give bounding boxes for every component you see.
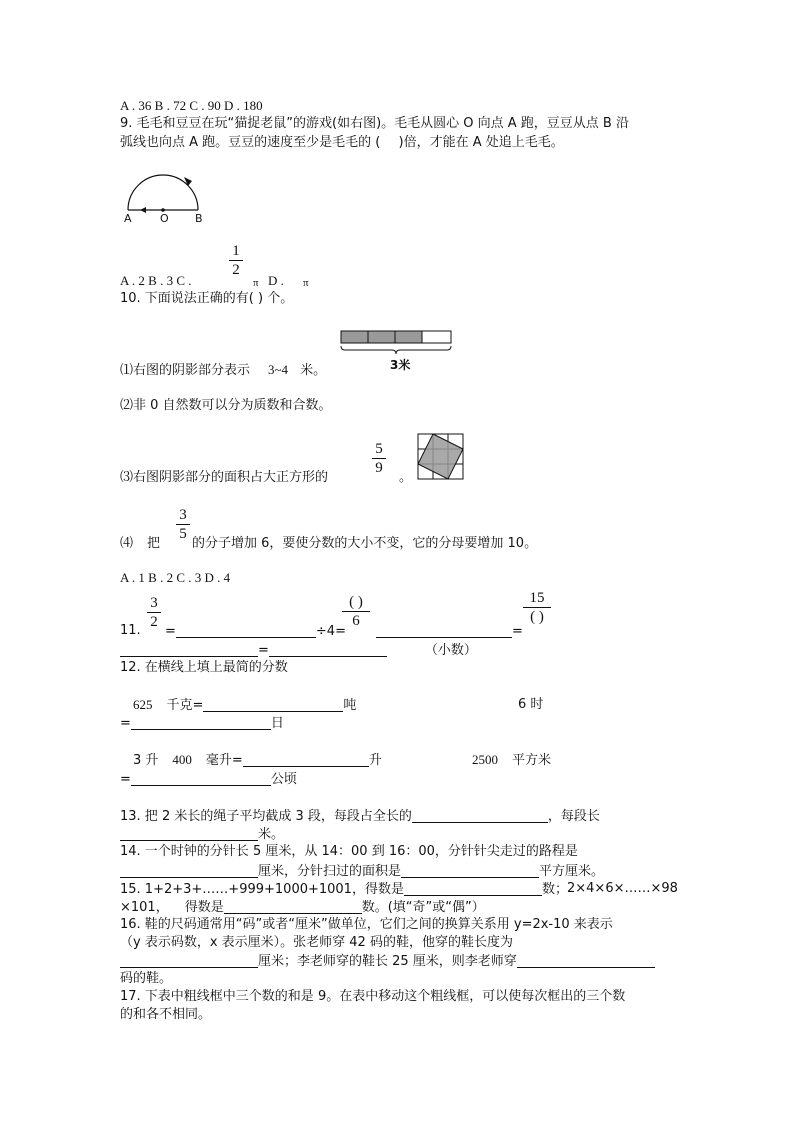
q11-div4: ÷4=	[315, 624, 346, 639]
q13-a: 13. 把 2 米长的绳子平均截成 3 段，每段占全长的	[120, 809, 412, 824]
s1-unit: 米。	[300, 363, 327, 378]
q10-s4-num: ⑷	[120, 536, 134, 551]
frac-bar	[523, 607, 551, 608]
q12-b1: 6 时	[518, 697, 544, 712]
bar-segment-3	[395, 331, 422, 343]
q14-line2	[120, 863, 604, 880]
q12-a2: 千克=	[166, 698, 204, 713]
frac-bar	[229, 260, 243, 261]
bar-segment-1	[341, 331, 368, 343]
q11-blank-3[interactable]	[120, 642, 258, 657]
q13-c: 米。	[258, 827, 285, 842]
frac-den: 6	[352, 613, 360, 629]
q16-line2: （y 表示码数，x 表示厘米）。张老师穿 42 码的鞋，他穿的鞋长度为	[120, 935, 513, 950]
q9-option-d: D .	[268, 273, 284, 288]
frac-num: ( )	[349, 594, 363, 610]
q12-c3: 毫升=	[205, 753, 243, 768]
frac-den: ( )	[530, 609, 544, 625]
bar-brace	[341, 346, 451, 354]
label-o: O	[160, 212, 169, 225]
label-a: A	[124, 212, 132, 225]
q12-d4: 公顷	[270, 772, 297, 787]
q11-blank-2[interactable]	[376, 623, 512, 638]
q17-line2: 的和各不相同。	[120, 1007, 212, 1022]
q11-row1b	[376, 623, 523, 640]
q9-pi-d: π	[303, 277, 309, 289]
q12-b2: =	[120, 716, 131, 731]
q9-line1: 9. 毛毛和豆豆在玩“猫捉老鼠”的游戏(如右图)。毛毛从圆心 O 向点 A 跑，豆豆从点 B 沿	[120, 116, 629, 131]
q12-blank-d[interactable]	[131, 771, 271, 786]
q10-options: A . 1 B . 2 C . 3 D . 4	[120, 570, 231, 585]
q12-a3: 吨	[343, 698, 357, 713]
q12-a1: 625	[133, 697, 153, 712]
q12-d1: 2500	[472, 752, 498, 767]
arrow-to-a-icon	[140, 207, 146, 213]
frac-den: 2	[150, 614, 158, 630]
q9-line2	[120, 135, 564, 151]
q10-s3: ⑶右图阴影部分的面积占大正方形的	[120, 470, 329, 485]
q9-pi-c: π	[253, 277, 259, 289]
q13-line1	[120, 808, 600, 825]
s1-text: ⑴右图的阴影部分表示	[120, 363, 251, 378]
q11-blank-1[interactable]	[176, 623, 316, 638]
q12-c	[133, 752, 382, 769]
q15-e: 得数是	[184, 900, 224, 915]
q12-blank-a[interactable]	[203, 697, 343, 712]
frac-bar	[342, 611, 370, 612]
frac-den: 5	[179, 526, 187, 542]
q12-d-row2	[120, 771, 297, 788]
frac-bar	[372, 458, 386, 459]
q13-line2	[120, 826, 284, 843]
frac-num: 5	[375, 441, 383, 457]
q11-eq3: =	[258, 643, 269, 658]
q11-fraction-1	[147, 595, 161, 630]
frac-den: 9	[375, 460, 383, 476]
q16-line1: 16. 鞋的尺码通常用“码”或者“厘米”做单位，它们之间的换算关系用 y=2x-10 来表示	[120, 917, 613, 932]
q12-c1: 3 升	[133, 753, 159, 768]
q16-blank-1[interactable]	[120, 953, 258, 968]
q14-b: 厘米，分针扫过的面积是	[258, 864, 402, 879]
q11-eq1: =	[165, 624, 176, 639]
frac-num: 15	[529, 590, 545, 606]
q12-a	[133, 697, 356, 714]
q12-b3: 日	[270, 716, 284, 731]
q9-fraction-half	[229, 243, 243, 278]
q12-d2: 平方米	[512, 753, 552, 768]
q17-line1: 17. 下表中粗线框中三个数的和是 9。在表中移动这个粗线框，可以使每次框出的三个数	[120, 989, 626, 1004]
q10-s4-fraction	[176, 507, 190, 542]
q10-s3-fraction	[372, 441, 386, 476]
q13-blank-2[interactable]	[120, 826, 258, 841]
q15-line2	[120, 899, 485, 916]
q9-line2-a: 弧线也向点 A 跑。豆豆的速度至少是毛毛的 (	[120, 135, 385, 150]
arrow-along-arc-icon	[184, 177, 192, 186]
q14-c: 平方厘米。	[539, 864, 605, 879]
q9-line2-b: )倍，才能在 A 处追上毛毛。	[398, 135, 564, 150]
q11-number: 11.	[120, 623, 141, 638]
q14-blank-1[interactable]	[120, 863, 258, 878]
q10-s3-end: 。	[399, 470, 413, 485]
q15-f: 数。(填“奇”或“偶”）	[361, 900, 485, 915]
frac-num: 3	[150, 595, 158, 611]
q9-options-ab: A . 2 B . 3 C .	[120, 273, 192, 288]
shaded-tilted-square	[418, 434, 463, 479]
q15-b: 数；	[541, 882, 568, 897]
bar-segment-2	[368, 331, 395, 343]
q11-decimal: （小数）	[424, 643, 477, 658]
frac-num: 1	[232, 243, 240, 259]
frac-bar	[147, 612, 161, 613]
q10-s2: ⑵非 0 自然数可以分为质数和合数。	[120, 398, 332, 413]
q11-fraction-3	[523, 590, 551, 625]
q15-blank-2[interactable]	[224, 899, 362, 914]
frac-den: 2	[232, 262, 240, 278]
q10-s4-rest: 的分子增加 6，要使分数的大小不变，它的分母要增加 10。	[192, 536, 538, 551]
q11-eq2: =	[512, 624, 523, 639]
q16-blank-2[interactable]	[517, 953, 655, 968]
q13-b: ，每段长	[547, 809, 600, 824]
q11-blank-4[interactable]	[269, 642, 387, 657]
q11-row1	[165, 623, 346, 640]
q11-fraction-2	[342, 594, 370, 629]
label-b: B	[195, 212, 203, 225]
q15-d: ×101，	[120, 900, 169, 915]
q12-b	[120, 715, 284, 732]
q16-c: 厘米；李老师穿的鞋长 25 厘米，则李老师穿	[258, 954, 517, 969]
bar-label: 3米	[390, 358, 411, 372]
q16-line4: 码的鞋。	[120, 971, 173, 986]
q13-blank-1[interactable]	[412, 808, 548, 823]
q15-line1	[120, 881, 568, 898]
q15-c: 2×4×6×……×98	[567, 881, 678, 896]
q12-c4: 升	[368, 753, 382, 768]
q12-blank-c[interactable]	[243, 752, 369, 767]
q10-s4-text: 把	[147, 536, 161, 551]
q11-row2	[120, 642, 477, 659]
frac-num: 3	[179, 507, 187, 523]
q15-blank-1[interactable]	[404, 881, 542, 896]
q12-c2: 400	[172, 752, 192, 767]
q14-line1: 14. 一个时钟的分针长 5 厘米，从 14：00 到 16：00，分针针尖走过的路程是	[120, 844, 578, 859]
q10-square-figure	[417, 433, 465, 481]
q10-s1	[120, 362, 326, 379]
q8-options: A . 36 B . 72 C . 90 D . 180	[120, 98, 263, 113]
q15-a: 15. 1+2+3+……+999+1000+1001，得数是	[120, 882, 404, 897]
s1-range: 3~4	[268, 362, 289, 377]
q12-title: 12. 在横线上填上最简的分数	[120, 660, 288, 675]
bar-segment-4	[422, 331, 451, 343]
q12-d	[472, 752, 551, 769]
q12-d3: =	[120, 772, 131, 787]
q10-title: 10. 下面说法正确的有( ) 个。	[120, 291, 294, 306]
q12-blank-b[interactable]	[131, 715, 271, 730]
frac-bar	[176, 524, 190, 525]
q16-line3	[120, 953, 655, 970]
q14-blank-2[interactable]	[401, 863, 539, 878]
